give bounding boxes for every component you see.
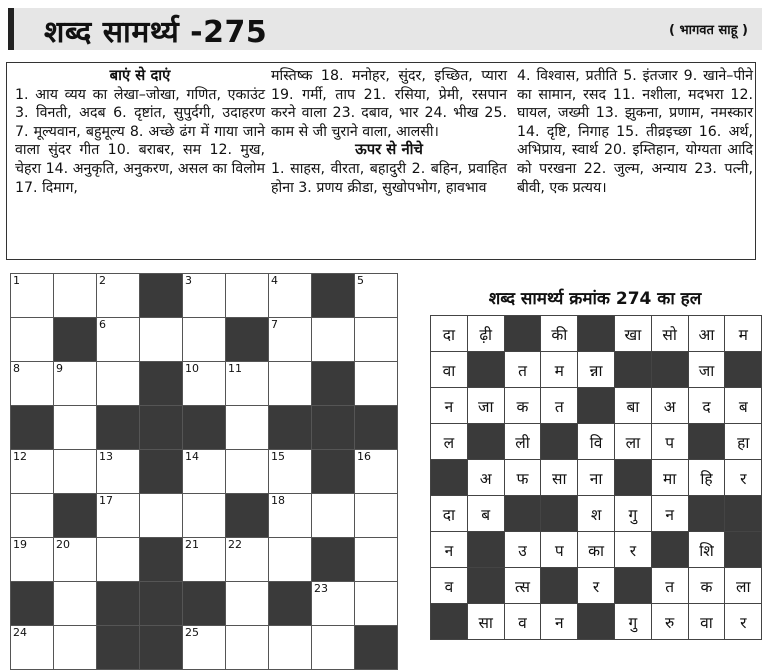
grid-cell[interactable]: [269, 626, 312, 670]
grid-cell[interactable]: [355, 538, 398, 582]
solution-cell: न: [541, 604, 578, 640]
grid-cell[interactable]: [11, 318, 54, 362]
black-cell: [140, 450, 183, 494]
black-cell: [11, 406, 54, 450]
clue-number: 8: [13, 362, 20, 375]
grid-cell[interactable]: [312, 494, 355, 538]
black-cell: [312, 450, 355, 494]
solution-cell: न: [651, 496, 688, 532]
solution-cell: म: [725, 316, 762, 352]
solution-black-cell: [541, 568, 578, 604]
solution-title: शब्द सामर्थ्य क्रमांक 274 का हल: [488, 289, 702, 309]
grid-row: [11, 538, 398, 582]
clue-number: 25: [185, 626, 199, 639]
solution-cell: सा: [467, 604, 504, 640]
grid-cell[interactable]: [97, 538, 140, 582]
solution-cell: ल: [431, 424, 468, 460]
page-header: [8, 8, 762, 50]
black-cell: [226, 318, 269, 362]
grid-cell[interactable]: [97, 318, 140, 362]
clue-number: 19: [13, 538, 27, 551]
solution-cell: ली: [504, 424, 541, 460]
solution-cell: त्स: [504, 568, 541, 604]
grid-cell[interactable]: [97, 274, 140, 318]
solution-cell: र: [578, 568, 615, 604]
solution-black-cell: [725, 352, 762, 388]
grid-cell[interactable]: [312, 318, 355, 362]
black-cell: [312, 362, 355, 406]
clue-number: 7: [271, 318, 278, 331]
grid-row: [11, 626, 398, 670]
grid-cell[interactable]: [226, 582, 269, 626]
grid-cell[interactable]: [183, 494, 226, 538]
solution-black-cell: [614, 460, 651, 496]
solution-cell: व: [504, 604, 541, 640]
clue-number: 13: [99, 450, 113, 463]
grid-cell[interactable]: [140, 318, 183, 362]
clue-number: 24: [13, 626, 27, 639]
down-clues-part-1: 1. साहस, वीरता, बहादुरी 2. बहिन, प्रवाहित होना 3. प्रणय क्रीडा, सुखोपभोग, हावभाव: [271, 160, 507, 196]
clues-box: [6, 62, 756, 260]
solution-black-cell: [578, 316, 615, 352]
solution-black-cell: [541, 496, 578, 532]
solution-cell: हा: [725, 424, 762, 460]
grid-cell[interactable]: [97, 362, 140, 406]
solution-cell: ब: [725, 388, 762, 424]
grid-cell[interactable]: [183, 274, 226, 318]
grid-cell[interactable]: [226, 362, 269, 406]
solution-cell: ब: [467, 496, 504, 532]
clues-column-1: [15, 67, 265, 197]
solution-cell: त: [541, 388, 578, 424]
grid-cell[interactable]: [226, 450, 269, 494]
puzzle-title: शब्द सामर्थ्य -275: [44, 15, 268, 50]
grid-cell[interactable]: [11, 450, 54, 494]
solution-row: [431, 352, 762, 388]
black-cell: [355, 406, 398, 450]
solution-cell: का: [578, 532, 615, 568]
solution-cell: सा: [541, 460, 578, 496]
clue-number: 11: [228, 362, 242, 375]
grid-cell[interactable]: [54, 274, 97, 318]
solution-row: [431, 496, 762, 532]
grid-cell[interactable]: [269, 362, 312, 406]
grid-cell[interactable]: [11, 362, 54, 406]
grid-cell[interactable]: [183, 626, 226, 670]
black-cell: [312, 538, 355, 582]
black-cell: [97, 582, 140, 626]
solution-cell: दा: [431, 496, 468, 532]
black-cell: [97, 626, 140, 670]
grid-cell[interactable]: [54, 362, 97, 406]
solution-black-cell: [688, 424, 725, 460]
black-cell: [97, 406, 140, 450]
grid-row: [11, 494, 398, 538]
grid-cell[interactable]: [269, 494, 312, 538]
grid-cell[interactable]: [54, 626, 97, 670]
solution-cell: व: [431, 568, 468, 604]
clue-number: 20: [56, 538, 70, 551]
solution-cell: शि: [688, 532, 725, 568]
solution-cell: ना: [578, 460, 615, 496]
clue-number: 23: [314, 582, 328, 595]
solution-row: [431, 316, 762, 352]
clues-column-3: [517, 67, 753, 197]
black-cell: [269, 406, 312, 450]
grid-cell[interactable]: [355, 362, 398, 406]
solution-black-cell: [651, 352, 688, 388]
solution-row: [431, 604, 762, 640]
solution-cell: बा: [614, 388, 651, 424]
grid-cell[interactable]: [226, 274, 269, 318]
black-cell: [11, 582, 54, 626]
black-cell: [140, 582, 183, 626]
solution-cell: वा: [431, 352, 468, 388]
solution-cell: उ: [504, 532, 541, 568]
solution-cell: न्ना: [578, 352, 615, 388]
solution-black-cell: [504, 496, 541, 532]
solution-cell: क: [504, 388, 541, 424]
clue-number: 18: [271, 494, 285, 507]
solution-black-cell: [725, 496, 762, 532]
solution-black-cell: [467, 352, 504, 388]
solution-black-cell: [614, 352, 651, 388]
clue-number: 14: [185, 450, 199, 463]
solution-black-cell: [688, 496, 725, 532]
solution-black-cell: [578, 388, 615, 424]
grid-cell[interactable]: [54, 538, 97, 582]
black-cell: [140, 274, 183, 318]
grid-row: [11, 450, 398, 494]
clue-number: 4: [271, 274, 278, 287]
solution-cell: र: [614, 532, 651, 568]
crossword-grid: [10, 273, 398, 670]
grid-row: [11, 406, 398, 450]
clue-number: 2: [99, 274, 106, 287]
clue-number: 16: [357, 450, 371, 463]
author-credit: ( भागवत साहू ): [669, 23, 748, 38]
grid-row: [11, 582, 398, 626]
black-cell: [312, 274, 355, 318]
grid-cell[interactable]: [11, 626, 54, 670]
grid-cell[interactable]: [226, 406, 269, 450]
solution-black-cell: [614, 568, 651, 604]
grid-cell[interactable]: [355, 582, 398, 626]
solution-black-cell: [467, 424, 504, 460]
grid-cell[interactable]: [269, 274, 312, 318]
solution-cell: गु: [614, 604, 651, 640]
solution-cell: प: [541, 532, 578, 568]
grid-cell[interactable]: [140, 494, 183, 538]
grid-cell[interactable]: [355, 318, 398, 362]
grid-cell[interactable]: [226, 538, 269, 582]
across-clues-part-2: मस्तिष्क 18. मनोहर, सुंदर, इच्छित, प्यारा 19. गर्मी, ताप 21. रसिया, प्रेमी, रसपान करने वाला 23. दबाव, भार 24. भीख 25. काम से जी चुराने वाला, आलसी।: [271, 68, 507, 140]
grid-cell[interactable]: [11, 494, 54, 538]
solution-cell: द: [688, 388, 725, 424]
clue-number: 6: [99, 318, 106, 331]
solution-black-cell: [541, 424, 578, 460]
solution-cell: अ: [467, 460, 504, 496]
solution-cell: फ: [504, 460, 541, 496]
grid-cell[interactable]: [269, 538, 312, 582]
solution-black-cell: [467, 532, 504, 568]
grid-cell[interactable]: [183, 318, 226, 362]
across-heading: बाएं से दाएं: [109, 67, 171, 84]
grid-cell[interactable]: [312, 582, 355, 626]
solution-cell: त: [504, 352, 541, 388]
clue-number: 22: [228, 538, 242, 551]
solution-cell: सो: [651, 316, 688, 352]
solution-cell: प: [651, 424, 688, 460]
solution-row: [431, 532, 762, 568]
clue-number: 1: [13, 274, 20, 287]
grid-cell[interactable]: [11, 538, 54, 582]
solution-cell: अ: [651, 388, 688, 424]
grid-cell[interactable]: [226, 626, 269, 670]
solution-black-cell: [431, 460, 468, 496]
solution-black-cell: [578, 604, 615, 640]
solution-cell: रु: [651, 604, 688, 640]
clue-number: 3: [185, 274, 192, 287]
grid-cell[interactable]: [54, 450, 97, 494]
solution-row: [431, 388, 762, 424]
grid-cell[interactable]: [183, 538, 226, 582]
solution-cell: न: [431, 388, 468, 424]
black-cell: [183, 582, 226, 626]
grid-cell[interactable]: [355, 450, 398, 494]
clue-number: 15: [271, 450, 285, 463]
clue-number: 10: [185, 362, 199, 375]
black-cell: [140, 626, 183, 670]
solution-cell: र: [725, 460, 762, 496]
solution-black-cell: [504, 316, 541, 352]
solution-cell: म: [541, 352, 578, 388]
grid-cell[interactable]: [97, 494, 140, 538]
solution-black-cell: [467, 568, 504, 604]
solution-cell: गु: [614, 496, 651, 532]
solution-black-cell: [431, 604, 468, 640]
solution-row: [431, 460, 762, 496]
grid-cell[interactable]: [183, 450, 226, 494]
clues-column-2: [271, 67, 507, 197]
solution-cell: ला: [614, 424, 651, 460]
solution-cell: त: [651, 568, 688, 604]
solution-black-cell: [651, 532, 688, 568]
grid-cell[interactable]: [11, 274, 54, 318]
black-cell: [183, 406, 226, 450]
grid-row: [11, 362, 398, 406]
solution-cell: श: [578, 496, 615, 532]
solution-cell: ढ़ी: [467, 316, 504, 352]
black-cell: [226, 494, 269, 538]
grid-cell[interactable]: [54, 582, 97, 626]
clue-number: 12: [13, 450, 27, 463]
solution-cell: क: [688, 568, 725, 604]
solution-cell: दा: [431, 316, 468, 352]
solution-row: [431, 424, 762, 460]
solution-cell: र: [725, 604, 762, 640]
solution-cell: जा: [467, 388, 504, 424]
across-clues-part-1: 1. आय व्यय का लेखा–जोखा, गणित, एकाउंट 3. विनती, अदब 6. दृष्टांत, सुपुर्दगी, उदाहरण 7. मूल्यवान, बहुमूल्य 8. अच्छे ढंग में गाया जाने वाला सुंदर गीत 10. बराबर, सम 12. मुख, चेहरा 14. अनुकृति, अनुकरण, असल का विलोम 17. दिमाग,: [15, 86, 265, 196]
clue-number: 9: [56, 362, 63, 375]
grid-cell[interactable]: [183, 362, 226, 406]
black-cell: [54, 494, 97, 538]
black-cell: [269, 582, 312, 626]
down-heading: ऊपर से नीचे: [355, 141, 423, 159]
solution-cell: मा: [651, 460, 688, 496]
solution-cell: हि: [688, 460, 725, 496]
solution-cell: खा: [614, 316, 651, 352]
clue-number: 17: [99, 494, 113, 507]
solution-cell: आ: [688, 316, 725, 352]
solution-cell: की: [541, 316, 578, 352]
grid-row: [11, 318, 398, 362]
grid-cell[interactable]: [312, 626, 355, 670]
clue-number: 21: [185, 538, 199, 551]
grid-cell[interactable]: [355, 274, 398, 318]
grid-row: [11, 274, 398, 318]
black-cell: [355, 626, 398, 670]
solution-cell: जा: [688, 352, 725, 388]
black-cell: [140, 538, 183, 582]
black-cell: [312, 406, 355, 450]
solution-cell: ला: [725, 568, 762, 604]
solution-cell: वा: [688, 604, 725, 640]
grid-cell[interactable]: [269, 450, 312, 494]
black-cell: [140, 406, 183, 450]
solution-grid: [430, 315, 762, 640]
grid-cell[interactable]: [355, 494, 398, 538]
down-clues-part-2: 4. विश्वास, प्रतीति 5. इंतजार 9. खाने–पीने का सामान, रसद 11. नशीला, मदभरा 12. घायल, जख्मी 13. झुकना, प्रणाम, नमस्कार 14. दृष्टि, निगाह 15. तीव्रइच्छा 16. अर्थ, अभिप्राय, स्वार्थ 20. इम्तिहान, योग्यता आदि को परखना 22. जुल्म, अन्याय 23. पत्नी, बीवी, एक प्रत्यय।: [517, 68, 753, 196]
grid-cell[interactable]: [97, 450, 140, 494]
solution-black-cell: [725, 532, 762, 568]
solution-row: [431, 568, 762, 604]
solution-cell: वि: [578, 424, 615, 460]
solution-cell: न: [431, 532, 468, 568]
black-cell: [140, 362, 183, 406]
grid-cell[interactable]: [269, 318, 312, 362]
grid-cell[interactable]: [54, 406, 97, 450]
clue-number: 5: [357, 274, 364, 287]
black-cell: [54, 318, 97, 362]
